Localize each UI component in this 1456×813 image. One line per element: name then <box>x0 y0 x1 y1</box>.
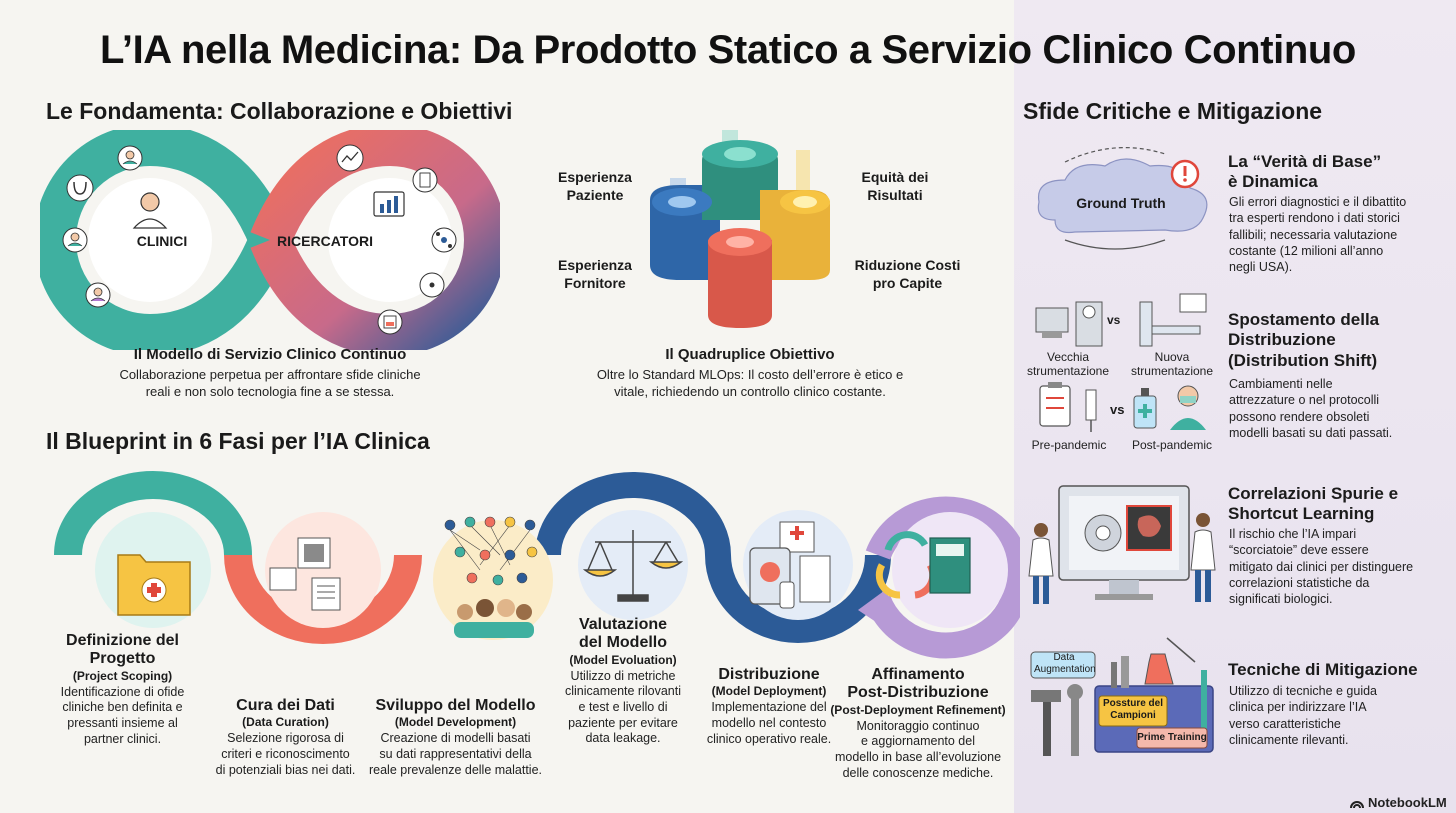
quad-label-provider: Esperienza Fornitore <box>558 257 632 292</box>
new-equipment-icon <box>1140 294 1206 346</box>
report-icon <box>378 310 402 334</box>
loop-caption-line1: Collaborazione perpetua per affrontare sfide cliniche <box>119 367 421 382</box>
quad-label-cost: Riduzione Costi pro Capite <box>854 257 961 292</box>
vs-label-top: vs <box>1107 313 1121 327</box>
blueprint-heading: Il Blueprint in 6 Fasi per l’IA Clinica <box>46 428 430 454</box>
post-pandemic-label: Post-pandemic <box>1131 438 1213 452</box>
loop-caption-title: Il Modello di Servizio Clinico Continuo <box>133 346 407 363</box>
monitor-chart-icon <box>337 145 363 171</box>
quadruple-aim-blocks <box>640 130 840 330</box>
prime-training-label: Prime Training <box>1137 732 1207 743</box>
shortcut-learning-illustration <box>1025 478 1225 618</box>
challenges-heading: Sfide Critiche e Mitigazione <box>1023 98 1323 124</box>
phase-5-text: Distribuzione (Model Deployment) Implementazione del modello nel contesto clinico operativo reale. <box>706 666 832 746</box>
clinician-left-icon <box>1029 523 1053 604</box>
quad-caption-line2: vitale, richiedendo un controllo clinico costante. <box>614 384 886 399</box>
clinici-label: CLINICI <box>136 233 188 249</box>
foundations-heading: Le Fondamenta: Collaborazione e Obiettivi <box>46 98 513 124</box>
masked-doctor-icon <box>1170 386 1206 430</box>
quad-caption-title: Il Quadruplice Obiettivo <box>665 346 835 363</box>
page-title: L’IA nella Medicina: Da Prodotto Statico a Servizio Clinico Continuo <box>100 28 1356 72</box>
quad-label-equity: Equità dei Risultati <box>861 169 929 204</box>
ground-truth-cloud <box>1025 140 1225 255</box>
phase-6-text: Affinamento Post-Distribuzione (Post-Deployment Refinement) Monitoraggio continuo e aggiornamento del modello in base all’evoluzione delle conoscenze mediche. <box>830 666 1006 780</box>
folder-icon <box>118 555 190 615</box>
old-equipment-icon <box>1036 302 1102 346</box>
challenge-3-desc: Il rischio che l’IA impari “scorciatoie” deve essere mitigato dai clinici per distinguere correlazioni statistiche da significati biologici. <box>1229 527 1414 606</box>
old-equipment-label: Vecchia strumentazione <box>1026 350 1110 379</box>
doctor-icon-top <box>118 146 142 170</box>
network-icon <box>420 273 444 297</box>
notebooklm-brand: NotebookLM <box>1350 795 1447 810</box>
document-icon <box>413 168 437 192</box>
quad-caption-line1: Oltre lo Standard MLOps: Il costo dell’errore è etico e <box>596 367 904 382</box>
nurse-icon <box>63 228 87 252</box>
stethoscope-icon <box>67 175 93 201</box>
sanitizer-icon <box>1134 388 1156 428</box>
challenge-3-title: Correlazioni Spurie e Shortcut Learning <box>1228 484 1399 524</box>
clinician-right-icon <box>1191 513 1215 602</box>
notebooklm-logo-icon <box>1350 797 1364 809</box>
phase-4-text: Valutazione del Modello (Model Evoluation) Utilizzo di metriche clinicamente rilovanti e test e livello di paziente per evitare data leakage. <box>564 616 682 746</box>
phase-2-text: Cura dei Dati (Data Curation) Selezione rigorosa di criteri e riconoscimento di potenziali bias nei dati. <box>215 697 356 777</box>
quad-label-patient: Esperienza Paziente <box>558 169 632 204</box>
challenge-2-title: Spostamento della Distribuzione (Distribution Shift) <box>1228 310 1380 370</box>
clipboard-icon <box>1040 382 1070 426</box>
data-augmentation-label: Data Augmentation <box>1034 652 1096 675</box>
patient-icon <box>86 283 110 307</box>
pre-pandemic-label: Pre-pandemic <box>1031 438 1107 452</box>
challenge-1-desc: Gli errori diagnostici e il dibattito tra esperti rendono i dati storici fallibili; necessaria valutazione costante (12 milioni all’anno negli USA). <box>1229 195 1407 274</box>
vs-label-bottom: vs <box>1110 402 1125 417</box>
challenge-1-title: La “Verità di Base” è Dinamica <box>1228 152 1382 192</box>
new-equipment-label: Nuova strumentazione <box>1130 350 1214 379</box>
ground-truth-label: Ground Truth <box>1076 195 1166 211</box>
posture-samples-label: Possture del Campioni <box>1102 698 1164 721</box>
researcher-chart-icon <box>374 192 404 216</box>
wrench-icon <box>1067 684 1083 756</box>
challenge-4-desc: Utilizzo di tecniche e guida clinica per indirizzare l’IA verso caratteristiche clinicamente rilevanti. <box>1229 684 1377 747</box>
phase-1-text: Definizione del Progetto (Project Scoping) Identificazione di ofide cliniche ben definita e pressanti insieme al partner clinici. <box>60 632 185 746</box>
challenge-2-desc: Cambiamenti nelle attrezzature o nel protocolli possono rendere obsoleti modelli basati su dati passati. <box>1229 377 1393 440</box>
molecule-icon <box>432 228 456 252</box>
ricercatori-label: RICERCATORI <box>277 233 373 249</box>
loop-caption-line2: reali e non solo tecnologia fine a se stessa. <box>145 384 395 399</box>
phase-3-text: Sviluppo del Modello (Model Development) Creazione di modelli basati su dati rappresentativi della reale prevalenze delle malattie. <box>368 697 543 777</box>
syringe-icon <box>1086 390 1096 432</box>
hammer-icon <box>1031 690 1061 756</box>
challenge-4-title: Tecniche di Mitigazione <box>1228 660 1418 679</box>
